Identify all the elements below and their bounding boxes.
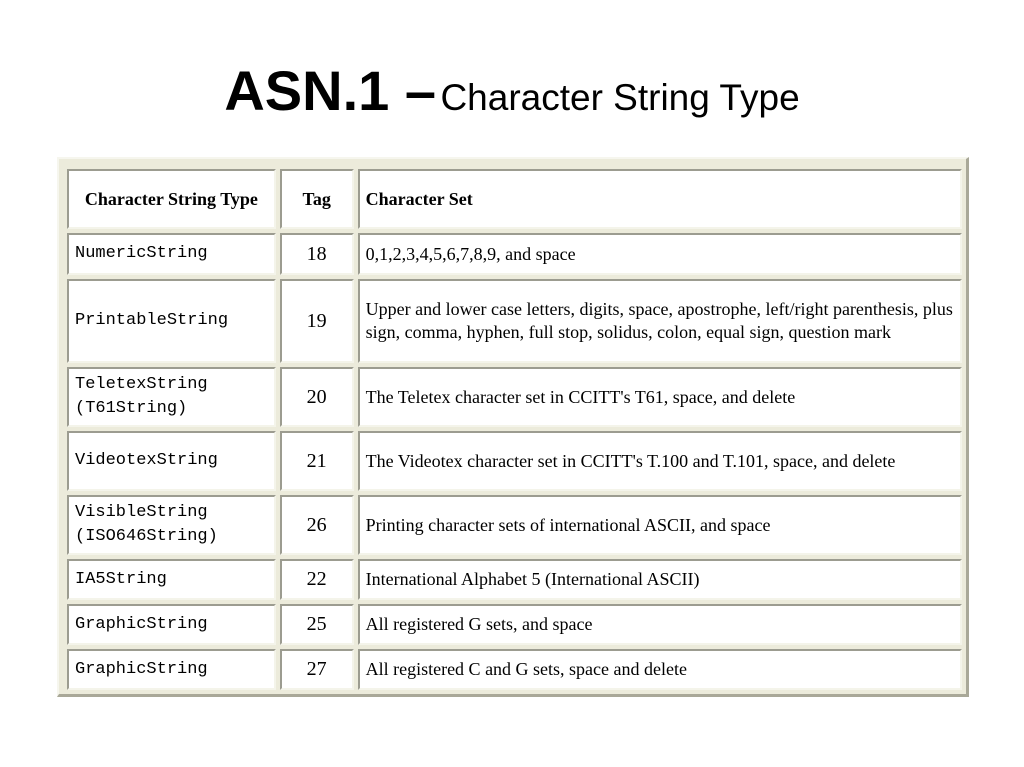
table-frame [57,157,969,697]
header-character-set: Character Set [358,169,962,229]
charset-cell: All registered G sets, and space [358,604,962,645]
type-cell: IA5String [67,559,276,600]
type-cell: GraphicString [67,604,276,645]
charset-cell: The Videotex character set in CCITT's T.100 and T.101, space, and delete [358,431,962,491]
table-row [67,559,962,600]
type-cell: VisibleString (ISO646String) [67,495,276,555]
charset-cell: Printing character sets of international ASCII, and space [358,495,962,555]
type-cell: NumericString [67,233,276,275]
tag-cell: 21 [280,431,354,491]
type-cell: VideotexString [67,431,276,491]
slide-title [0,58,1024,123]
type-cell: PrintableString [67,279,276,363]
title-main: ASN.1 – [224,59,436,122]
tag-cell: 26 [280,495,354,555]
table-row [67,649,962,690]
tag-cell: 20 [280,367,354,427]
type-cell: GraphicString [67,649,276,690]
table-header-row [67,169,962,229]
header-character-string-type: Character String Type [67,169,276,229]
charset-cell: The Teletex character set in CCITT's T61, space, and delete [358,367,962,427]
table-row [67,495,962,555]
tag-cell: 18 [280,233,354,275]
table-row [67,367,962,427]
table-row [67,233,962,275]
charset-cell: All registered C and G sets, space and delete [358,649,962,690]
charset-cell: Upper and lower case letters, digits, space, apostrophe, left/right parenthesis, plus sign, comma, hyphen, full stop, solidus, colon, equal sign, question mark [358,279,962,363]
header-tag: Tag [280,169,354,229]
tag-cell: 19 [280,279,354,363]
table-row [67,279,962,363]
tag-cell: 22 [280,559,354,600]
tag-cell: 27 [280,649,354,690]
charset-cell: 0,1,2,3,4,5,6,7,8,9, and space [358,233,962,275]
tag-cell: 25 [280,604,354,645]
title-sub: Character String Type [440,77,800,118]
character-string-table [63,165,966,694]
table-row [67,604,962,645]
charset-cell: International Alphabet 5 (International ASCII) [358,559,962,600]
table-row [67,431,962,491]
type-cell: TeletexString (T61String) [67,367,276,427]
